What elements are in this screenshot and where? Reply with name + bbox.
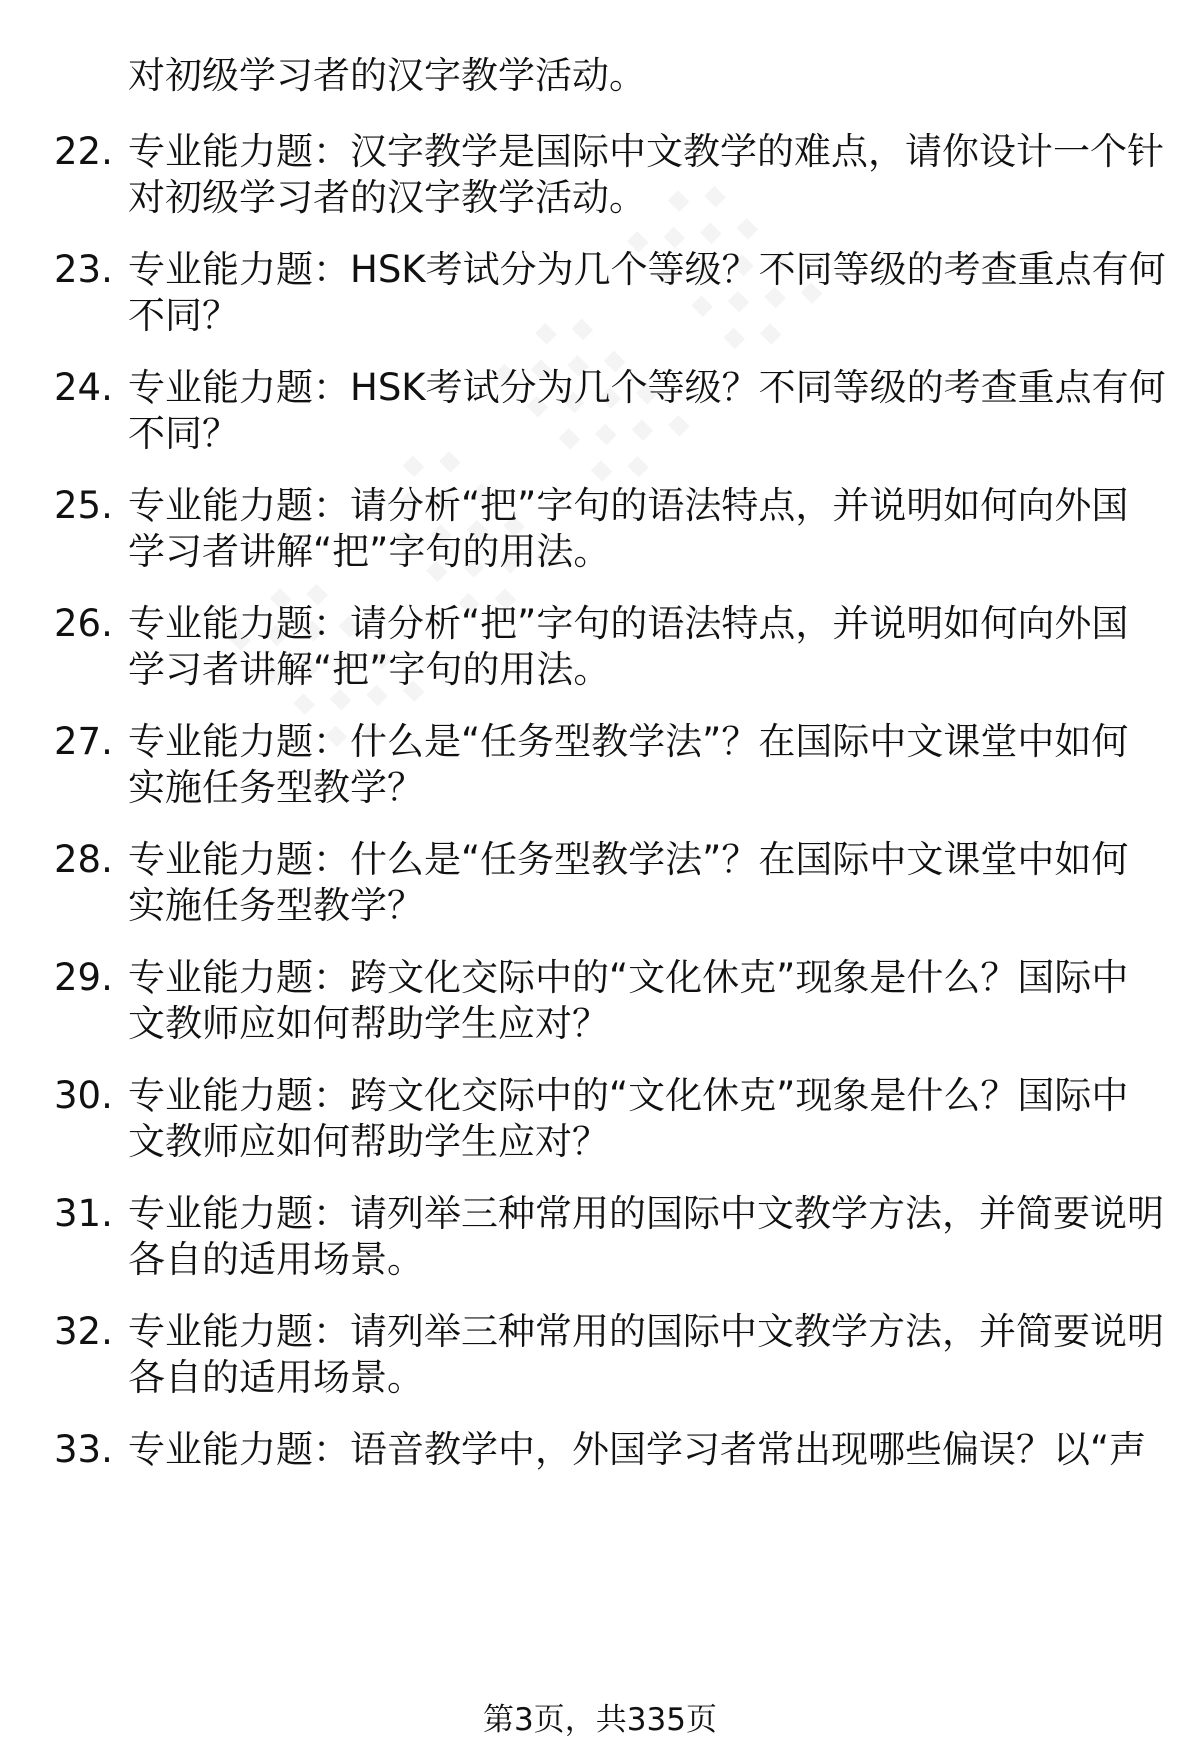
question-text-line: 实施任务型教学？ [128,766,424,809]
question-text-line: 实施任务型教学？ [128,884,424,927]
question-text-line: 不同？ [128,294,239,337]
question-number: 32. [54,1310,113,1353]
question-number: 24. [54,366,113,409]
question-number: 27. [54,720,113,763]
question-text-line: 专业能力题：请列举三种常用的国际中文教学方法，并简要说明 [128,1192,1164,1235]
question-text-line: 对初级学习者的汉字教学活动。 [128,176,646,219]
question-number: 30. [54,1074,113,1117]
question-text-line: 不同？ [128,412,239,455]
question-text-line: 专业能力题：跨文化交际中的“文化休克”现象是什么？国际中 [128,1074,1129,1117]
question-text-line: 专业能力题：请分析“把”字句的语法特点，并说明如何向外国 [128,602,1129,645]
question-number: 26. [54,602,113,645]
question-number: 31. [54,1192,113,1235]
question-text-line: 专业能力题：汉字教学是国际中文教学的难点，请你设计一个针 [128,130,1164,173]
question-text-line: 专业能力题：跨文化交际中的“文化休克”现象是什么？国际中 [128,956,1129,999]
continued-line: 对初级学习者的汉字教学活动。 [128,54,646,97]
question-text-line: 专业能力题：请列举三种常用的国际中文教学方法，并简要说明 [128,1310,1164,1353]
question-number: 29. [54,956,113,999]
question-text-line: 专业能力题：HSK考试分为几个等级？不同等级的考查重点有何 [128,366,1166,409]
question-number: 23. [54,248,113,291]
question-text-line: 专业能力题：语音教学中，外国学习者常出现哪些偏误？以“声 [128,1428,1147,1471]
question-text-line: 专业能力题：什么是“任务型教学法”？在国际中文课堂中如何 [128,720,1129,763]
question-text-line: 专业能力题：HSK考试分为几个等级？不同等级的考查重点有何 [128,248,1166,291]
question-number: 22. [54,130,113,173]
question-text-line: 学习者讲解“把”字句的用法。 [128,648,611,691]
question-text-line: 文教师应如何帮助学生应对？ [128,1002,609,1045]
question-text-line: 专业能力题：什么是“任务型教学法”？在国际中文课堂中如何 [128,838,1129,881]
question-text-line: 专业能力题：请分析“把”字句的语法特点，并说明如何向外国 [128,484,1129,527]
question-text-line: 各自的适用场景。 [128,1356,424,1399]
question-text-line: 各自的适用场景。 [128,1238,424,1281]
question-text-line: 学习者讲解“把”字句的用法。 [128,530,611,573]
question-text-line: 文教师应如何帮助学生应对？ [128,1120,609,1163]
question-number: 33. [54,1428,113,1471]
page-footer: 第3页，共335页 [483,1702,717,1738]
question-number: 25. [54,484,113,527]
question-number: 28. [54,838,113,881]
